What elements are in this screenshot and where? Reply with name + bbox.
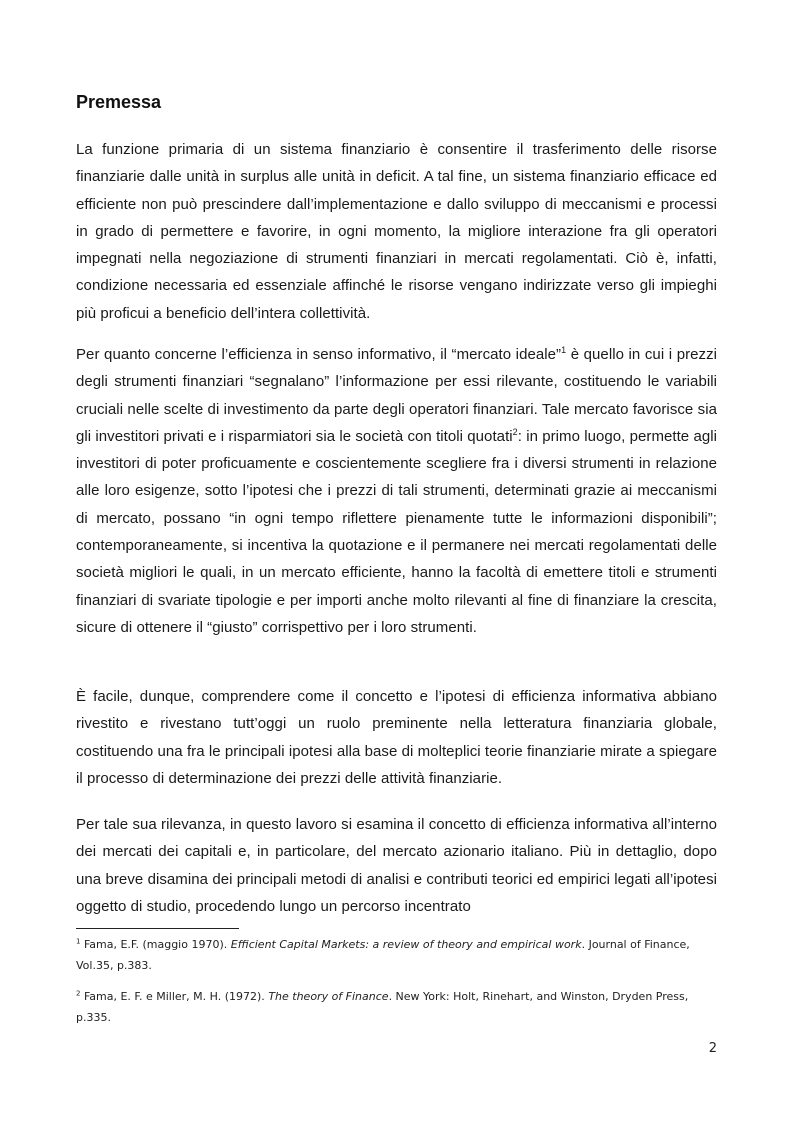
paragraph-3: È facile, dunque, comprendere come il concetto e l’ipotesi di efficienza informativa abbiano rivestito e rivestano tutt’oggi un ruolo preminente nella letteratura finanziaria globale, costituendo una fra le principali ipotesi alla base di molteplici teorie finanziarie mirate a spiegare il processo di determinazione dei prezzi delle attività finanziarie. xyxy=(76,688,717,787)
paragraph-2-text-c: : in primo luogo, permette agli investitori di poter proficuamente e coscientemente scegliere fra i diversi strumenti in relazione alle loro esigenze, sotto l’ipotesi che i prezzi di tali strumenti, determinati grazie ai meccanismi di mercato, possano “in ogni tempo riflettere pienamente tutte le informazioni disponibili”; contemporaneamente, si incentiva la quotazione e il permanere nei mercati regolamentati delle società migliori le quali, in un mercato efficiente, hanno la facoltà di emettere titoli e strumenti finanziari di svariate tipologie e per importi anche molto rilevanti al fine di finanziare la crescita, sicure di ottenere il “giusto” corrispettivo per i loro strumenti. xyxy=(76,427,717,636)
paragraph-2-text-b: è quello in cui i prezzi degli strumenti finanziari “segnalano” l’informazione per essi rilevante, costituendo le variabili cruciali nelle scelte di investimento da parte degli operatori finanziari. Tale mercato favorisce sia gli investitori privati e i risparmiatori sia le società con titoli quotati xyxy=(76,346,718,445)
paragraph-1: La funzione primaria di un sistema finanziario è consentire il trasferimento delle risorse finanziarie dalle unità in surplus alle unità in deficit. A tal fine, un sistema finanziario efficace ed efficiente non può prescindere dall’implementazione e dallo sviluppo di meccanismi e processi in grado di permettere e favorire, in ogni momento, la migliore interazione fra gli operatori impegnati nella negoziazione di strumenti finanziari in mercati regolamentati. Ciò è, infatti, condizione necessaria ed essenziale affinché le risorse vengano indirizzate verso gli impieghi più proficui a beneficio dell’intera collettività. xyxy=(76,141,717,322)
footnote-ref-2: 2 xyxy=(512,426,518,437)
paragraph-2-text-a: Per quanto concerne l’efficienza in senso informativo, il “mercato ideale” xyxy=(76,346,562,363)
footnote-2 xyxy=(76,986,717,1028)
footnote-ref-1: 1 xyxy=(561,345,567,355)
paragraph-2 xyxy=(76,341,717,641)
footnote-1-author: Fama, E.F. (maggio 1970). xyxy=(80,938,231,951)
footnote-1 xyxy=(76,934,717,976)
footnote-2-author: Fama, E. F. e Miller, M. H. (1972). xyxy=(80,990,269,1003)
footnote-2-source: . New York: Holt, Rinehart, and Winston, Dryden Press, p.335. xyxy=(76,990,689,1024)
footnote-separator xyxy=(76,928,239,929)
footnote-2-number: 2 xyxy=(76,989,81,998)
section-heading: Premessa xyxy=(76,92,162,112)
footnote-1-source: . Journal of Finance, Vol.35, p.383. xyxy=(76,938,690,972)
footnote-1-number: 1 xyxy=(76,937,81,946)
footnote-1-title: Efficient Capital Markets: a review of theory and empirical work xyxy=(230,938,582,951)
footnote-2-title: The theory of Finance xyxy=(268,990,389,1003)
paragraph-4: Per tale sua rilevanza, in questo lavoro si esamina il concetto di efficienza informativa all’interno dei mercati dei capitali e, in particolare, del mercato azionario italiano. Più in dettaglio, dopo una breve disamina dei principali metodi di analisi e contributi teorici ed empirici legati all’ipotesi oggetto di studio, procedendo lungo un percorso incentrato xyxy=(76,816,717,915)
page-number: 2 xyxy=(708,1041,717,1056)
